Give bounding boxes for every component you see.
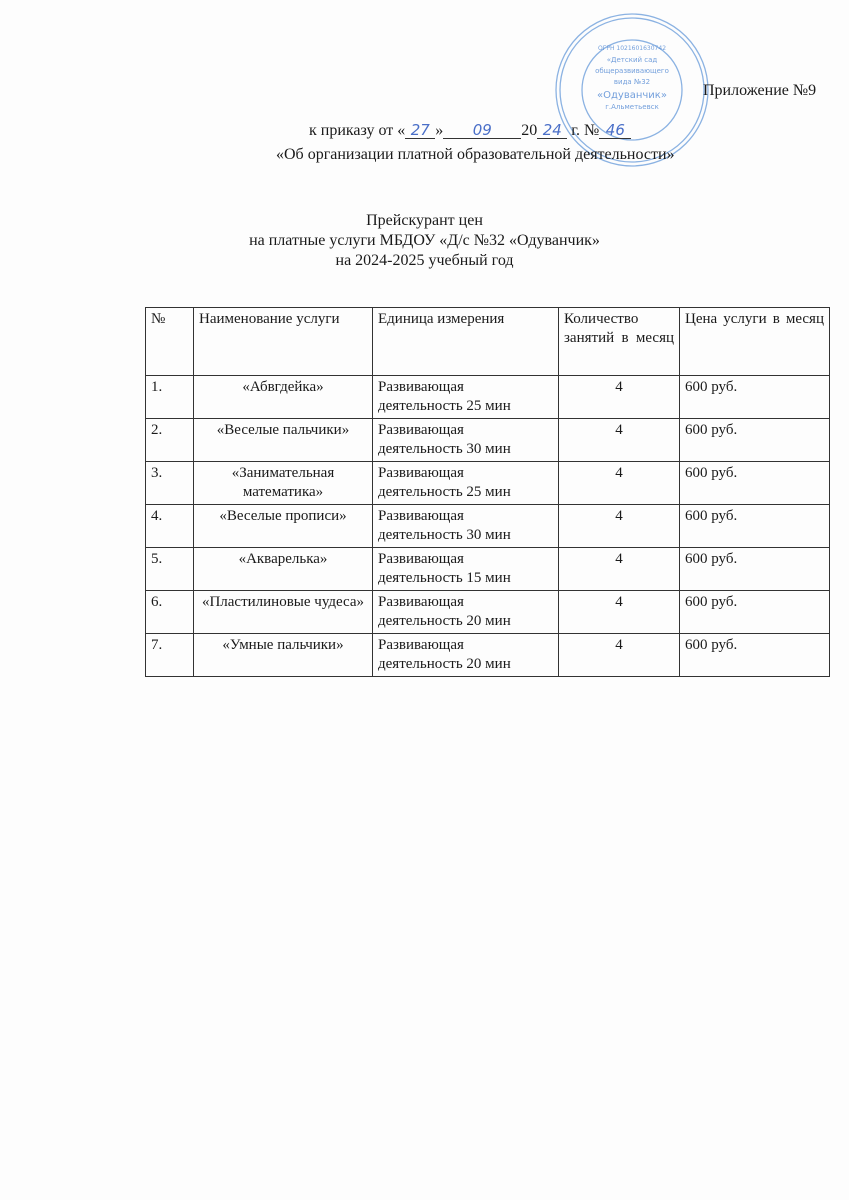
cell-price: 600 руб. — [680, 419, 830, 462]
unit-line2: деятельность 20 мин — [378, 613, 511, 629]
table-row — [146, 376, 830, 419]
unit-line2: деятельность 30 мин — [378, 527, 511, 543]
handwritten-number: 46 — [599, 122, 631, 139]
cell-price: 600 руб. — [680, 505, 830, 548]
order-no-label: г. № — [571, 122, 600, 139]
cell-name: «Пластилиновые чудеса» — [194, 591, 373, 634]
cell-unit — [373, 591, 559, 634]
unit-line1: Развивающая — [378, 422, 464, 438]
price-list-title: Прейскурант цен — [366, 212, 483, 229]
header-no: № — [146, 308, 194, 376]
price-list-year: на 2024-2025 учебный год — [335, 252, 514, 269]
unit-line2: деятельность 25 мин — [378, 484, 511, 500]
cell-price: 600 руб. — [680, 462, 830, 505]
cell-unit — [373, 548, 559, 591]
unit-line1: Развивающая — [378, 637, 464, 653]
table-row — [146, 505, 830, 548]
order-prefix: к приказу от « — [309, 122, 406, 139]
cell-no: 2. — [146, 419, 194, 462]
unit-line1: Развивающая — [378, 508, 464, 524]
table-row — [146, 591, 830, 634]
table-row — [146, 634, 830, 677]
header-count: Количество занятий в месяц — [559, 308, 680, 376]
cell-count: 4 — [559, 634, 680, 677]
appendix-label: Приложение №9 — [703, 82, 817, 99]
header-unit: Единица измерения — [373, 308, 559, 376]
cell-price: 600 руб. — [680, 634, 830, 677]
unit-line2: деятельность 20 мин — [378, 656, 511, 672]
stamp-line: вида №32 — [613, 78, 651, 86]
cell-count: 4 — [559, 591, 680, 634]
cell-unit — [373, 376, 559, 419]
table-row — [146, 462, 830, 505]
cell-price: 600 руб. — [680, 376, 830, 419]
cell-count: 4 — [559, 419, 680, 462]
unit-line2: деятельность 15 мин — [378, 570, 511, 586]
unit-line1: Развивающая — [378, 594, 464, 610]
cell-no: 5. — [146, 548, 194, 591]
order-title: «Об организации платной образовательной деятельности» — [276, 146, 675, 163]
cell-count: 4 — [559, 376, 680, 419]
stamp-line: общеразвивающего — [595, 67, 669, 75]
header-price: Цена услуги в месяц — [680, 308, 830, 376]
table-row — [146, 548, 830, 591]
cell-no: 7. — [146, 634, 194, 677]
cell-no: 4. — [146, 505, 194, 548]
cell-unit — [373, 462, 559, 505]
order-line — [309, 122, 631, 140]
header-name: Наименование услуги — [194, 308, 373, 376]
cell-count: 4 — [559, 505, 680, 548]
cell-name: «Умные пальчики» — [194, 634, 373, 677]
cell-name: «Веселые прописи» — [194, 505, 373, 548]
table-row — [146, 419, 830, 462]
unit-line2: деятельность 30 мин — [378, 441, 511, 457]
unit-line1: Развивающая — [378, 551, 464, 567]
cell-unit — [373, 419, 559, 462]
price-list-subtitle: на платные услуги МБДОУ «Д/с №32 «Одуванчик» — [249, 232, 600, 249]
stamp-line: «Одуванчик» — [597, 90, 667, 101]
stamp-ogrn: ОГРН 1021601630742 — [597, 45, 667, 52]
table-header-row — [146, 308, 830, 376]
unit-line1: Развивающая — [378, 379, 464, 395]
handwritten-month: 09 — [443, 122, 521, 139]
cell-price: 600 руб. — [680, 548, 830, 591]
cell-unit — [373, 505, 559, 548]
unit-line1: Развивающая — [378, 465, 464, 481]
cell-name: «Абвгдейка» — [194, 376, 373, 419]
cell-no: 3. — [146, 462, 194, 505]
stamp-line: г.Альметьевск — [605, 103, 659, 111]
stamp-line: «Детский сад — [606, 56, 658, 64]
cell-count: 4 — [559, 462, 680, 505]
cell-no: 6. — [146, 591, 194, 634]
handwritten-year: 24 — [537, 122, 567, 139]
cell-count: 4 — [559, 548, 680, 591]
price-table — [145, 307, 830, 677]
cell-no: 1. — [146, 376, 194, 419]
handwritten-day: 27 — [405, 122, 435, 139]
order-mid: » — [435, 122, 444, 139]
cell-unit — [373, 634, 559, 677]
cell-name: «Веселые пальчики» — [194, 419, 373, 462]
cell-name: «Акварелька» — [194, 548, 373, 591]
unit-line2: деятельность 25 мин — [378, 398, 511, 414]
order-year: 20 — [521, 122, 538, 139]
cell-name: «Занимательная математика» — [194, 462, 373, 505]
cell-price: 600 руб. — [680, 591, 830, 634]
